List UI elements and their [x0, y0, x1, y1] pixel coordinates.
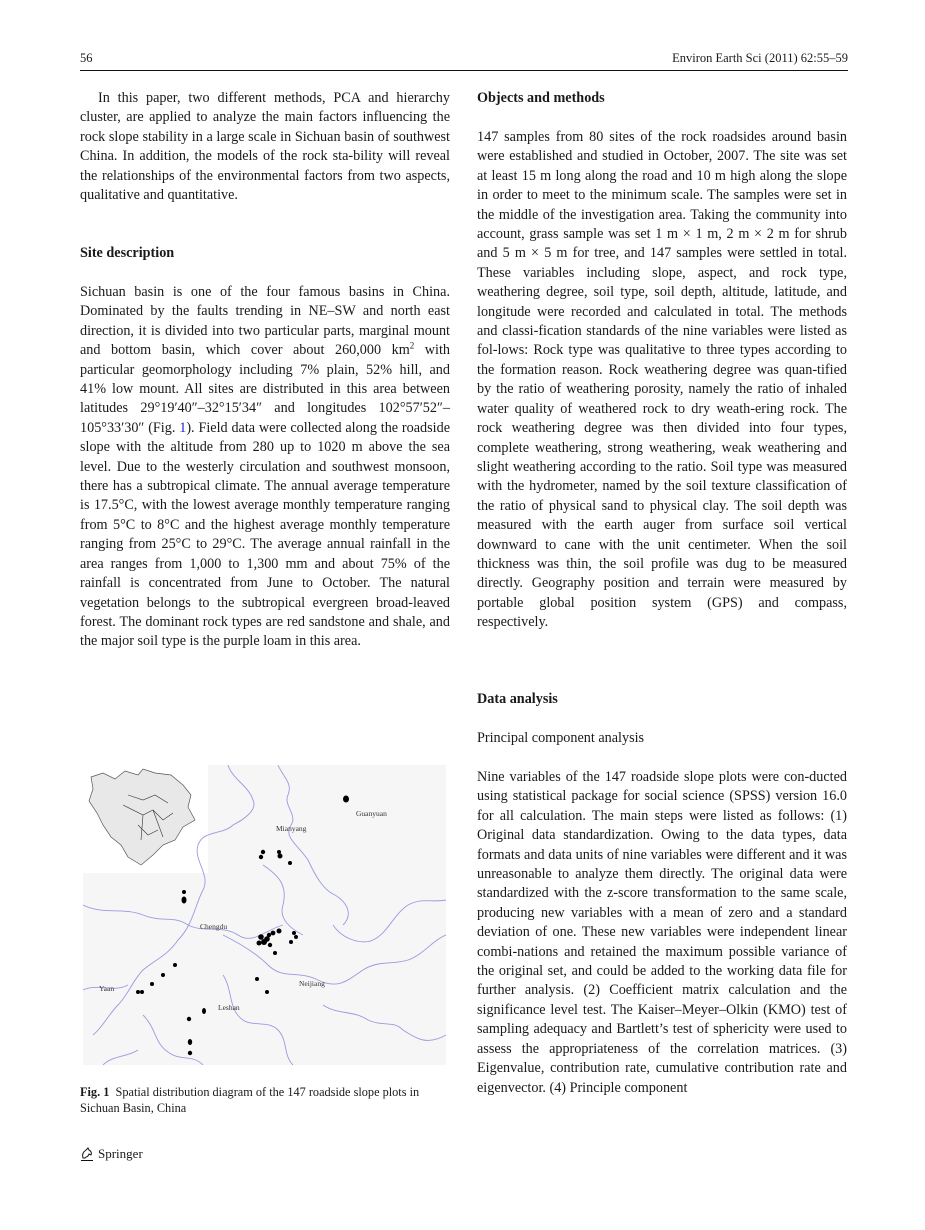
left-column — [80, 89, 450, 205]
superscript: 2 — [409, 340, 415, 351]
figure-1-map — [83, 765, 446, 1065]
site-description-body — [80, 283, 450, 652]
label-mianyang: Mianyang — [276, 824, 307, 833]
publisher-footer — [80, 1146, 143, 1162]
pca-body — [477, 768, 847, 1098]
site-text-part2: with particular geomorphology including 7% plain, 52% hill, and 41% low mount. All sites are distributed in this area between latitudes 29°19′40″–32°15′34″ and longitudes 102°57′52″–105°33′30″ (Fig. — [80, 342, 450, 436]
objects-methods-body — [477, 128, 847, 633]
intro-paragraph: In this paper, two different methods, PCA and hierarchy cluster, are applied to analyze the main factors influencing the rock slope stability in a large scale in Sichuan basin of southwest China. In addition, the models of the rock sta-bility will reveal the relationships of the environmental factors from two aspects, qualitative and quantitative. — [80, 90, 450, 204]
figure-1-link[interactable]: 1 — [179, 419, 187, 436]
site-description-heading: Site description — [80, 245, 175, 261]
pca-subheading: Principal component analysis — [477, 730, 645, 746]
label-chengdu: Chengdu — [200, 922, 228, 931]
journal-reference: Environ Earth Sci (2011) 62:55–59 — [672, 51, 848, 65]
inset-province-map — [83, 765, 208, 873]
label-yaan: Yaan — [99, 984, 115, 993]
label-neijiang: Neijiang — [299, 979, 325, 988]
pca-paragraph: Nine variables of the 147 roadside slope plots were con-ducted using statistical package for social science (SPSS) version 16.0 for all calculation. The main steps were listed as follows: (1) Original data standardization. Owing to the data types, data formats and data units of nine variables were different and it was unreasonable to analyze them directly. The original data were standardized with the z-score transformation to the same scale, producing new variables with a mean of zero and a standard deviation of one. These new variables were independent linear combi-nations and retained the maximum possible variance of the original set, and could be added to the working data file for further analysis. (2) Coefficient matrix calculation and the significance level test. The Kaiser–Meyer–Olkin (KMO) test of sampling adequacy and Bartlett’s test of sphericity were used to assess the appropriateness of the correlation matrices. (3) Eigenvalue, contribution rate, cumulative contribution rate and eigenvector. (4) Principle component — [477, 769, 847, 1096]
site-text-part1: Sichuan basin is one of the four famous basins in China. Dominated by the faults trending in NE–SW and north east direction, it is divided into two particular parts, marginal mount and bottom basin, which cover about 260,000 km — [80, 284, 450, 359]
site-description-paragraph — [80, 283, 450, 652]
data-analysis-section — [477, 690, 847, 709]
springer-horse-icon — [80, 1146, 94, 1162]
objects-methods-heading: Objects and methods — [477, 90, 605, 106]
objects-methods-paragraph: 147 samples from 80 sites of the rock roadsides around basin were established and studied in October, 2007. The site was set at least 15 m long along the road and 10 m high along the slope in order to meet to the minimum scale. The samples were set in the middle of the investigation area. Taking the community into account, grass sample was set 1 m × 1 m, 2 m × 2 m for shrub and 5 m × 5 m for tree, and 147 samples were settled in total. These variables including slope, aspect, and rock type, weathering degree, soil type, soil depth, altitude, latitude, and longitude were recorded and calculated in total. The methods and classi-fication standards of the nine variables were listed as fol-lows: Rock type was qualitative to three types according to the formation reason. Rock weathering degree was quan-tified by the ratio of weathering porosity, namely the ratio of inhaled water quality of weathered rock to dry weath-ering rock. The rock weathering degree was then divided into four types, complete weathering, strong weathering, weak weathering and slight weathering according to the ratio. Soil type was measured with the hydrometer, named by the soil texture classification of the ratio of physical sand to physical clay. The soil depth was measured with the earth auger from surface soil vertical downward to cane with the unit centimeter. When the soil thickness was thin, the soil profile was dug to be measured directly. Geography position and terrain were measured by portable global position system (GPS) and compass, respectively. — [477, 129, 847, 631]
caption-label: Fig. 1 — [80, 1085, 110, 1099]
header-rule — [80, 70, 848, 71]
pca-subsection — [477, 729, 847, 748]
caption-text: Spatial distribution diagram of the 147 roadside slope plots in Sichuan Basin, China — [80, 1085, 420, 1115]
site-text-part3: ). Field data were collected along the roadside slope with the altitude from 280 up to 1020 m above the sea level. Due to the westerly circulation and southwest monsoon, there has a subtropical climate. The annual average temperature is 17.5°C, with the lowest average monthly temperature ranging from 5°C to 8°C and the highest average monthly temperature ranging from 25°C to 29°C. The average annual rainfall in the area ranges from 1,000 to 1,300 mm and about 75% of the rainfall is concentrated from June to October. The natural vegetation belongs to the subtropical evergreen broad-leaved forest. The dominant rock types are red sandstone and shale, and the major soil type is the purple loam in this area. — [80, 419, 450, 650]
running-header — [80, 51, 848, 69]
figure-1-caption — [80, 1085, 450, 1116]
objects-methods-section — [477, 89, 847, 108]
label-guanyuan: Guanyuan — [356, 809, 387, 818]
site-description-section — [80, 244, 450, 263]
publisher-name: Springer — [98, 1146, 143, 1161]
page-number: 56 — [80, 51, 93, 65]
sichuan-basin-map — [83, 765, 446, 1065]
data-analysis-heading: Data analysis — [477, 691, 558, 707]
label-leshan: Leshan — [218, 1003, 240, 1012]
